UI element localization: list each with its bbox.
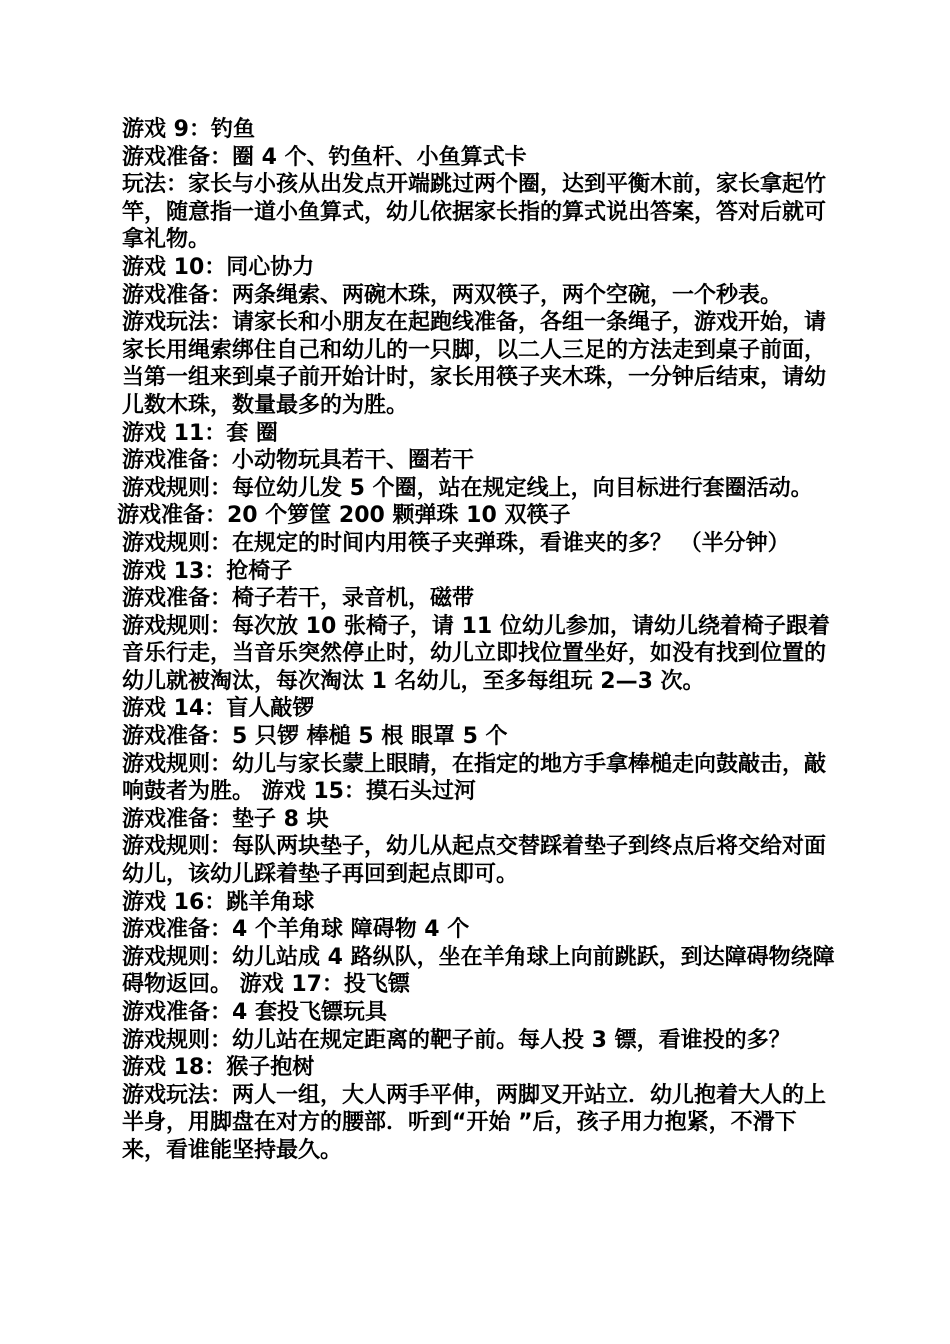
text-line-game11-rule: 游戏规则：每位幼儿发 5 个圈，站在规定线上，向目标进行套圈活动。 xyxy=(122,475,813,501)
text-line-game16-title: 游戏 16：跳羊角球 xyxy=(122,889,315,915)
text-line-game14-prep: 游戏准备：5 只锣 棒槌 5 根 眼罩 5 个 xyxy=(122,724,508,750)
text-line-game17-prep: 游戏准备：4 套投飞镖玩具 xyxy=(122,1000,387,1025)
text-line-game9-title: 游戏 9：钓鱼 xyxy=(122,117,255,142)
text-line-game13-prep: 游戏准备：椅子若干，录音机，磁带 xyxy=(122,586,475,612)
text-line-game11-title: 游戏 11：套 圈 xyxy=(122,420,278,446)
text-line-game10-play: 游戏玩法：请家长和小朋友在起跑线准备，各组一条绳子，游戏开始，请家长用绳索绑住自己和幼儿的一只脚，以二人三足的方法走到桌子前面，当第一组来到桌子前开始计时，家长用筷子夹木珠，一分钟后结束，请幼儿数木珠，数量最多的为胜。 xyxy=(122,310,827,418)
text-line-game9-play: 玩法：家长与小孩从出发点开端跳过两个圈，达到平衡木前，家长拿起竹竿，随意指一道小鱼算式，幼儿依据家长指的算式说出答案，答对后就可拿礼物。 xyxy=(122,172,827,253)
text-line-game14-title: 游戏 14：盲人敲锣 xyxy=(122,696,315,722)
text-line-game15-rule: 游戏规则：每队两块垫子，幼儿从起点交替踩着垫子到终点后将交给对面幼儿，该幼儿踩着垫子再回到起点即可。 xyxy=(122,834,827,888)
text-line-game18-title: 游戏 18：猴子抱树 xyxy=(122,1055,315,1081)
text-line-game9-prep: 游戏准备：圈 4 个、钓鱼杆、小鱼算式卡 xyxy=(122,144,527,170)
text-line-game13-rule: 游戏规则：每次放 10 张椅子，请 11 位幼儿参加，请幼儿绕着椅子跟着音乐行走，当音乐突然停止时，幼儿立即找位置坐好，如没有找到位置的幼儿就被淘汰，每次淘汰 1 名幼儿，至多每组玩 2—3 次。 xyxy=(122,613,830,694)
text-line-game14-rule: 游戏规则：幼儿与家长蒙上眼睛，在指定的地方手拿棒槌走向鼓敲击，敲响鼓者为胜。 游戏 15：摸石头过河 xyxy=(122,751,827,805)
text-line-game13-title: 游戏 13：抢椅子 xyxy=(122,558,293,584)
text-line-game16-rule: 游戏规则：幼儿站成 4 路纵队，坐在羊角球上向前跳跃，到达障碍物绕障碍物返回。 游戏 17：投飞镖 xyxy=(122,944,835,998)
text-line-game12-prep: 游戏准备：20 个箩筐 200 颗弹珠 10 双筷子 xyxy=(117,503,571,529)
text-line-game10-title: 游戏 10：同心协力 xyxy=(122,254,315,280)
text-line-game11-prep: 游戏准备：小动物玩具若干、圈若干 xyxy=(122,448,475,474)
text-line-game18-play: 游戏玩法：两人一组，大人两手平伸，两脚叉开站立．幼儿抱着大人的上半身，用脚盘在对方的腰部．听到“开始 ”后，孩子用力抱紧，不滑下来，看谁能坚持最久。 xyxy=(122,1082,827,1163)
text-line-game16-prep: 游戏准备：4 个羊角球 障碍物 4 个 xyxy=(122,917,470,943)
text-line-game10-prep: 游戏准备：两条绳索、两碗木珠，两双筷子，两个空碗，一个秒表。 xyxy=(122,282,783,308)
text-line-game15-prep: 游戏准备：垫子 8 块 xyxy=(122,806,329,832)
text-line-game12-rule: 游戏规则：在规定的时间内用筷子夹弹珠，看谁夹的多？ （半分钟） xyxy=(122,530,790,556)
document-body xyxy=(117,116,837,1165)
text-line-game17-rule: 游戏规则：幼儿站在规定距离的靶子前。每人投 3 镖，看谁投的多？ xyxy=(122,1027,791,1053)
